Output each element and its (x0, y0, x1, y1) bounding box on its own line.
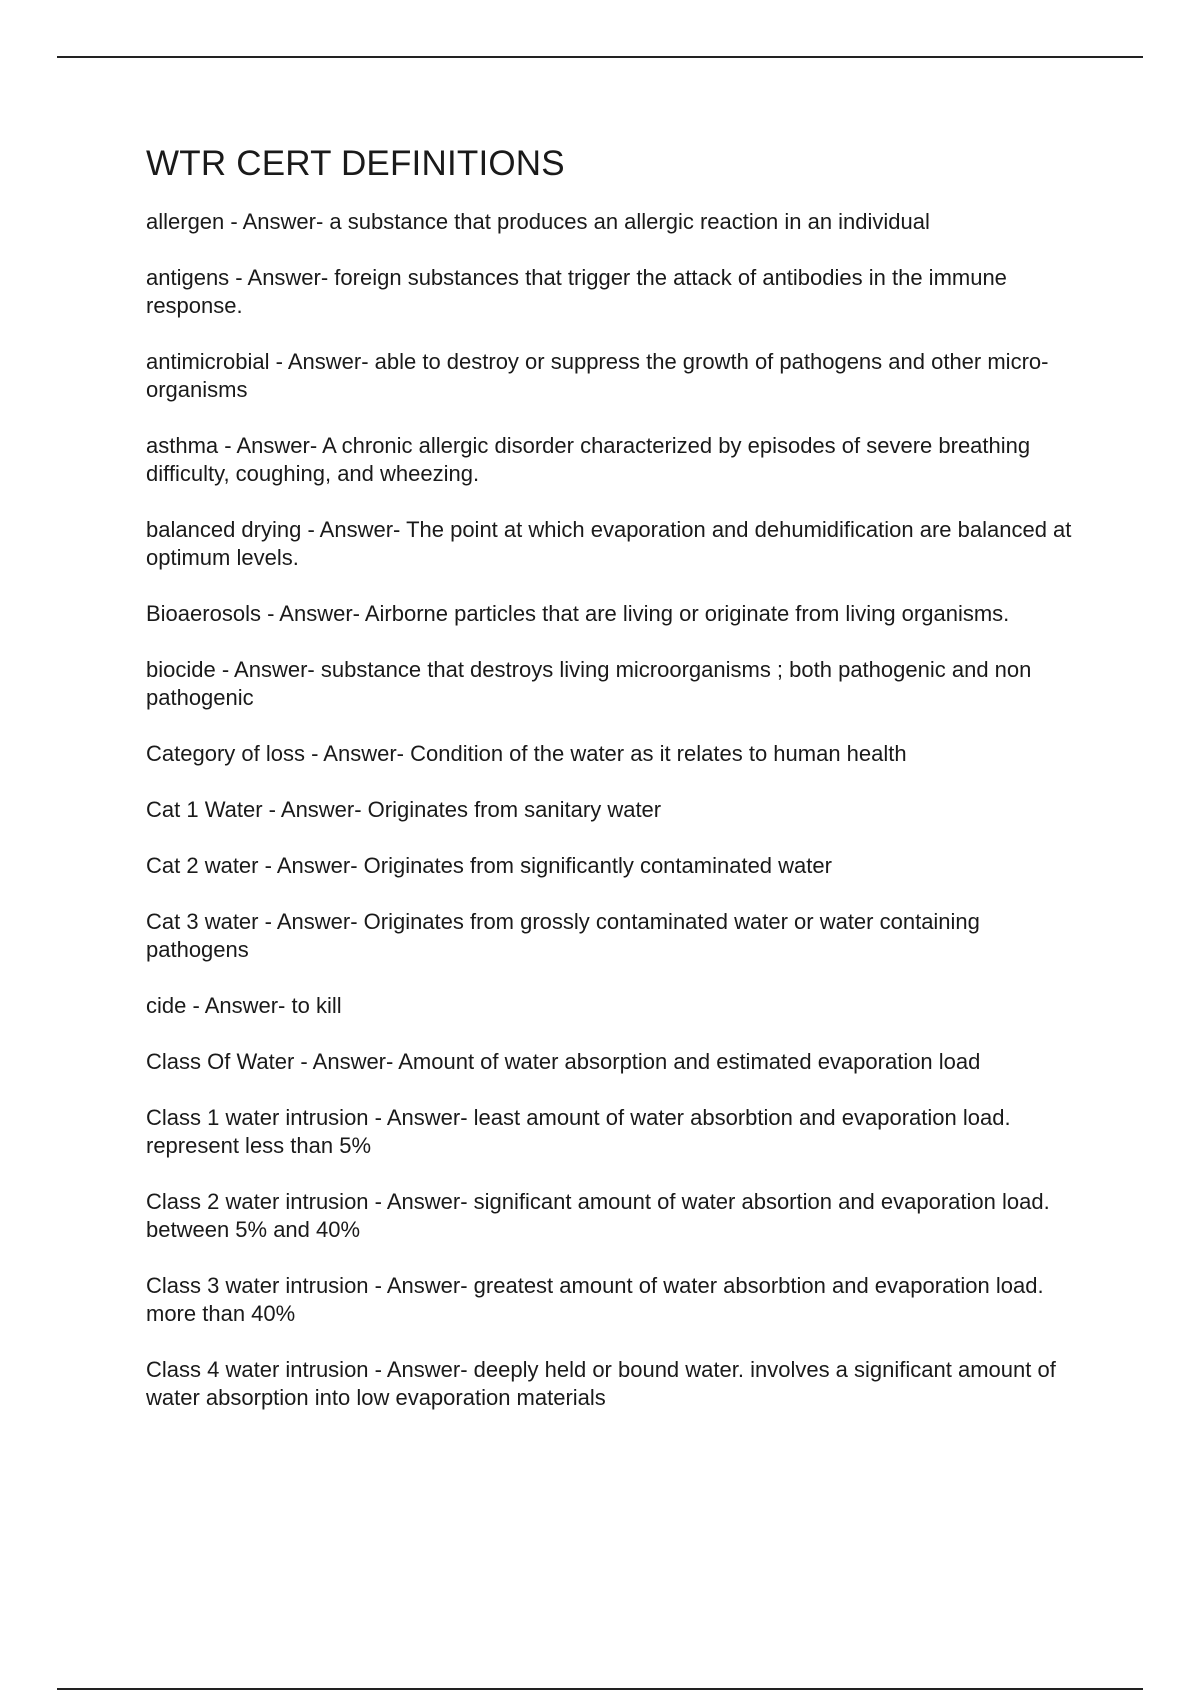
definition-entry-class-4-water-intrusion: Class 4 water intrusion - Answer- deeply held or bound water. involves a significant amount of water absorption into low evaporation materials (146, 1357, 1056, 1410)
definition-entry-antimicrobial: antimicrobial - Answer- able to destroy or suppress the growth of pathogens and other micro-organisms (146, 349, 1049, 402)
definition-entry-class-1-water-intrusion: Class 1 water intrusion - Answer- least amount of water absorbtion and evaporation load. represent less than 5% (146, 1105, 1011, 1158)
definition-entry-class-of-water: Class Of Water - Answer- Amount of water absorption and estimated evaporation load (146, 1049, 981, 1074)
definition-entry-category-of-loss: Category of loss - Answer- Condition of the water as it relates to human health (146, 741, 907, 766)
definition-entry-balanced-drying: balanced drying - Answer- The point at which evaporation and dehumidification are balanced at optimum levels. (146, 517, 1072, 570)
document-body (146, 142, 1086, 1440)
definition-entry-cat-1-water: Cat 1 Water - Answer- Originates from sanitary water (146, 797, 662, 822)
definition-entry-cide: cide - Answer- to kill (146, 993, 342, 1018)
definition-entry-biocide: biocide - Answer- substance that destroys living microorganisms ; both pathogenic and non pathogenic (146, 657, 1032, 710)
definition-entry-bioaerosols: Bioaerosols - Answer- Airborne particles that are living or originate from living organisms. (146, 601, 1010, 626)
definition-entry-allergen: allergen - Answer- a substance that produces an allergic reaction in an individual (146, 209, 930, 234)
top-divider (57, 56, 1143, 58)
definition-entry-asthma: asthma - Answer- A chronic allergic disorder characterized by episodes of severe breathing difficulty, coughing, and wheezing. (146, 433, 1031, 486)
bottom-divider (57, 1688, 1143, 1690)
definition-entry-cat-2-water: Cat 2 water - Answer- Originates from significantly contaminated water (146, 853, 832, 878)
definition-entry-class-3-water-intrusion: Class 3 water intrusion - Answer- greatest amount of water absorbtion and evaporation load. more than 40% (146, 1273, 1044, 1326)
definition-entry-class-2-water-intrusion: Class 2 water intrusion - Answer- significant amount of water absortion and evaporation load. between 5% and 40% (146, 1189, 1050, 1242)
definition-entry-antigens: antigens - Answer- foreign substances that trigger the attack of antibodies in the immune response. (146, 265, 1007, 318)
definition-list (146, 208, 1086, 1412)
document-title: WTR CERT DEFINITIONS (146, 144, 565, 183)
definition-entry-cat-3-water: Cat 3 water - Answer- Originates from grossly contaminated water or water containing pathogens (146, 909, 980, 962)
